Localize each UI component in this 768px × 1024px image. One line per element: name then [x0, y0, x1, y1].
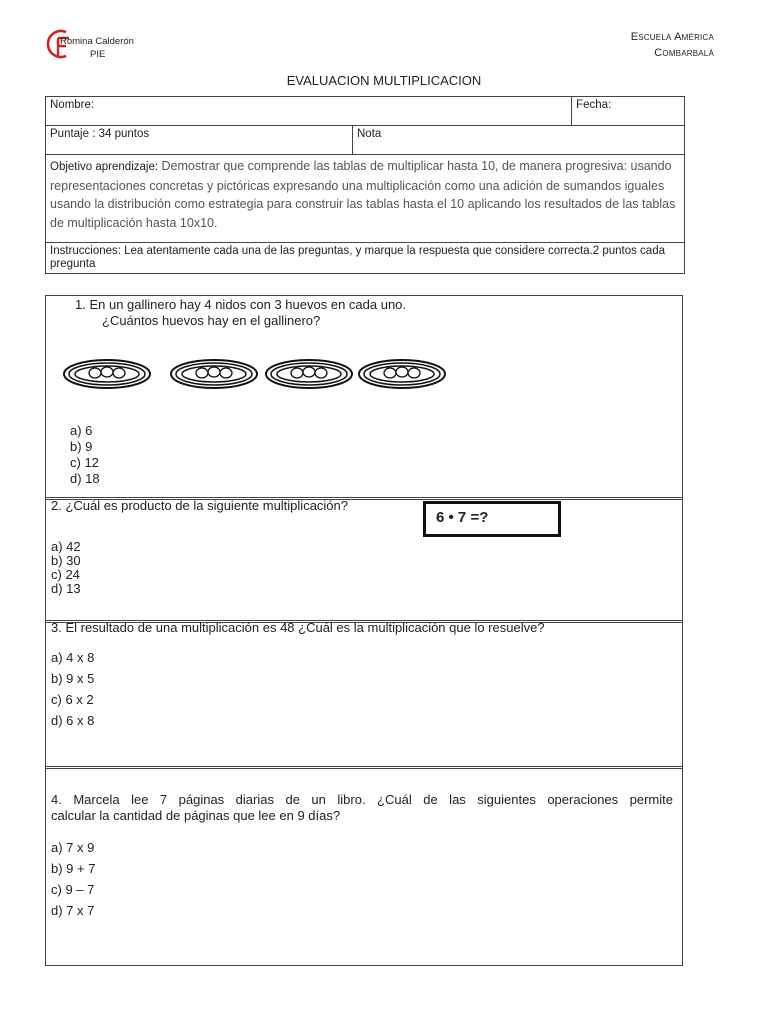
- question-3-options: [51, 647, 94, 731]
- page-title: EVALUACION MULTIPLICACION: [286, 73, 482, 88]
- answer-option[interactable]: c) 24: [51, 567, 80, 582]
- date-field[interactable]: Fecha:: [572, 97, 685, 126]
- school-line-1: Escuela América: [630, 31, 714, 43]
- answer-option[interactable]: b) 9 + 7: [51, 861, 96, 876]
- question-2-text: 2. ¿Cuál es producto de la siguiente multiplicación?: [51, 498, 349, 513]
- nest-image-1: [62, 340, 152, 412]
- answer-option[interactable]: d) 7 x 7: [51, 903, 95, 918]
- logo-subtitle: PIE: [90, 49, 106, 60]
- objective-label: Objetivo aprendizaje:: [50, 161, 159, 173]
- answer-option[interactable]: c) 9 – 7: [51, 882, 95, 897]
- question-1-line-2: ¿Cuántos huevos hay en el gallinero?: [102, 313, 321, 328]
- logo-name: Romina Calderón: [60, 36, 134, 47]
- score-cell: Puntaje : 34 puntos: [46, 126, 353, 155]
- question-3-text: 3. El resultado de una multiplicación es 48 ¿Cuál es la multiplicación que lo resuelve?: [51, 620, 545, 635]
- question-1-options: [70, 423, 100, 487]
- answer-option[interactable]: d) 18: [70, 471, 100, 486]
- answer-option[interactable]: b) 9: [70, 439, 93, 454]
- answer-option[interactable]: a) 42: [51, 539, 81, 554]
- answer-option[interactable]: a) 4 x 8: [51, 650, 95, 665]
- answer-option[interactable]: b) 30: [51, 553, 81, 568]
- answer-option[interactable]: c) 6 x 2: [51, 692, 94, 707]
- question-1-line-1: 1. En un gallinero hay 4 nidos con 3 huevos en cada uno.: [75, 297, 407, 312]
- question-4-options: [51, 837, 95, 921]
- answer-option[interactable]: c) 12: [70, 455, 99, 470]
- answer-option[interactable]: a) 6: [70, 423, 93, 438]
- instructions-cell: Instrucciones: Lea atentamente cada una de las preguntas, y marque la respuesta que considere correcta.2 puntos cada pregunta: [46, 243, 685, 274]
- grade-field[interactable]: Nota: [353, 126, 685, 155]
- answer-option[interactable]: d) 6 x 8: [51, 713, 95, 728]
- nest-image-2: [169, 340, 259, 412]
- answer-option[interactable]: b) 9 x 5: [51, 671, 95, 686]
- question-4-line-2: calcular la cantidad de páginas que lee en 9 días?: [51, 808, 341, 823]
- question-2-box: [45, 497, 683, 623]
- question-3-box: [45, 620, 683, 769]
- school-line-2: Combarbalá: [654, 47, 714, 59]
- name-field[interactable]: Nombre:: [46, 97, 572, 126]
- logo: [42, 26, 172, 66]
- question-2-options: [51, 540, 81, 596]
- question-4-line-1: 4. Marcela lee 7 páginas diarias de un libro. ¿Cuál de las siguientes operaciones permite: [51, 792, 673, 807]
- objective-cell: [46, 155, 685, 243]
- answer-option[interactable]: a) 7 x 9: [51, 840, 95, 855]
- nest-image-4: [357, 340, 447, 412]
- equation-box: 6 • 7 =?: [423, 501, 561, 537]
- objective-text: Demostrar que comprende las tablas de multiplicar hasta 10, de manera progresiva: usando representaciones concretas y pictóricas expresando una multiplicación como una adición de sumandos iguales usando la distribución como estrategia para construir las tablas hasta el 10 aplicando los resultados de las tablas de multiplicación hasta 10x10.: [50, 159, 676, 230]
- school-name: [631, 29, 714, 61]
- info-table: [45, 96, 685, 274]
- nest-image-3: [264, 340, 354, 412]
- answer-option[interactable]: d) 13: [51, 581, 81, 596]
